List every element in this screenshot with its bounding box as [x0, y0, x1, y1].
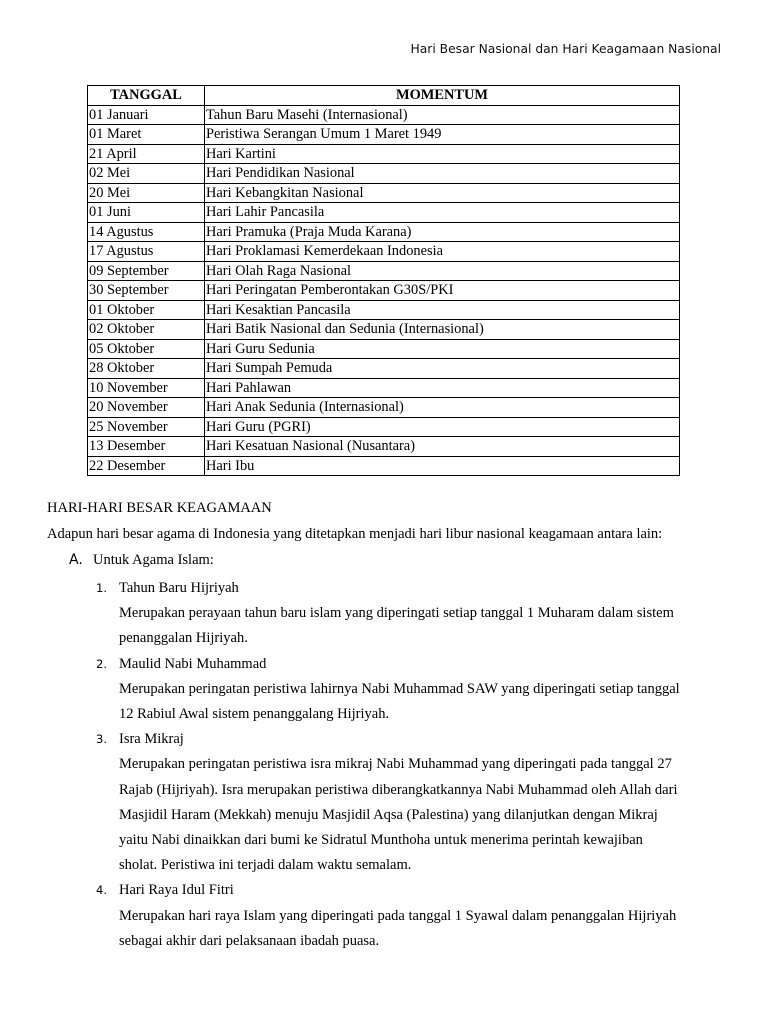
momentum-cell: Hari Sumpah Pemuda	[205, 359, 680, 379]
momentum-cell: Hari Pendidikan Nasional	[205, 164, 680, 184]
section-title: HARI-HARI BESAR KEAGAMAAN	[47, 500, 272, 516]
momentum-cell: Hari Kesaktian Pancasila	[205, 300, 680, 320]
list-item	[96, 652, 726, 728]
table-row	[88, 261, 680, 281]
table-row	[88, 437, 680, 457]
list-item-number: 2.	[96, 656, 107, 671]
list-item-title: Isra Mikraj	[119, 731, 184, 748]
date-cell: 13 Desember	[88, 437, 205, 457]
list-item-description-line: sebagai akhir dari pelaksanaan ibadah puasa.	[119, 932, 380, 949]
momentum-cell: Hari Pahlawan	[205, 378, 680, 398]
column-header-momentum: MOMENTUM	[205, 86, 680, 106]
date-cell: 20 November	[88, 398, 205, 418]
date-cell: 22 Desember	[88, 456, 205, 476]
date-cell: 01 Oktober	[88, 300, 205, 320]
column-header-tanggal: TANGGAL	[88, 86, 205, 106]
momentum-cell: Hari Guru Sedunia	[205, 339, 680, 359]
momentum-cell: Hari Proklamasi Kemerdekaan Indonesia	[205, 242, 680, 262]
momentum-cell: Hari Anak Sedunia (Internasional)	[205, 398, 680, 418]
table-row	[88, 359, 680, 379]
list-item-title-line	[96, 652, 726, 677]
list-item-title-line	[96, 878, 726, 903]
momentum-cell: Hari Kesatuan Nasional (Nusantara)	[205, 437, 680, 457]
date-cell: 14 Agustus	[88, 222, 205, 242]
table-row	[88, 144, 680, 164]
list-item-number: 1.	[96, 581, 107, 595]
table-row	[88, 398, 680, 418]
religious-holiday-list	[96, 576, 726, 954]
date-cell: 02 Oktober	[88, 320, 205, 340]
momentum-cell: Hari Peringatan Pemberontakan G30S/PKI	[205, 281, 680, 301]
table-row	[88, 339, 680, 359]
date-cell: 20 Mei	[88, 183, 205, 203]
table-row	[88, 300, 680, 320]
list-item-description-line: penanggalan Hijriyah.	[119, 630, 248, 647]
list-item-description-line: Merupakan perayaan tahun baru islam yang diperingati setiap tanggal 1 Muharam dalam sistem	[119, 605, 674, 622]
list-item-description-line: yaitu Nabi dinaikkan dari bumi ke Sidratul Munthoha untuk menerima perintah kewajiban	[119, 832, 643, 849]
list-item-title-line	[96, 727, 726, 752]
table-row	[88, 203, 680, 223]
table-row	[88, 183, 680, 203]
date-cell: 01 Maret	[88, 125, 205, 145]
table-row	[88, 105, 680, 125]
momentum-cell: Hari Pramuka (Praja Muda Karana)	[205, 222, 680, 242]
momentum-cell: Hari Lahir Pancasila	[205, 203, 680, 223]
list-item	[96, 576, 726, 652]
section-intro: Adapun hari besar agama di Indonesia yang ditetapkan menjadi hari libur nasional keagamaan antara lain:	[47, 526, 663, 542]
list-item-description-line: Merupakan peringatan peristiwa isra mikraj Nabi Muhammad yang diperingati pada tanggal 27	[119, 756, 672, 773]
list-item-description-line: 12 Rabiul Awal sistem penanggalang Hijriyah.	[119, 706, 390, 723]
date-cell: 25 November	[88, 417, 205, 437]
list-item-description-line: Merupakan hari raya Islam yang diperingati pada tanggal 1 Syawal dalam penanggalan Hijriyah	[119, 907, 677, 924]
table-row	[88, 417, 680, 437]
holiday-table	[87, 85, 680, 476]
list-item-description-line: Merupakan peringatan peristiwa lahirnya Nabi Muhammad SAW yang diperingati setiap tanggal	[119, 680, 680, 697]
list-item	[96, 727, 726, 878]
table-header-row	[88, 86, 680, 106]
page-header: Hari Besar Nasional dan Hari Keagamaan Nasional	[410, 42, 721, 56]
momentum-cell: Hari Batik Nasional dan Sedunia (Internasional)	[205, 320, 680, 340]
date-cell: 01 Januari	[88, 105, 205, 125]
table-body	[88, 105, 680, 476]
list-item-description-line: sholat. Peristiwa ini terjadi dalam waktu semalam.	[119, 857, 412, 874]
table-row	[88, 222, 680, 242]
sublist-title: Untuk Agama Islam:	[93, 552, 214, 568]
list-item-title-line	[96, 576, 726, 601]
table-row	[88, 242, 680, 262]
date-cell: 09 September	[88, 261, 205, 281]
date-cell: 01 Juni	[88, 203, 205, 223]
date-cell: 21 April	[88, 144, 205, 164]
list-item-description-line: Masjidil Haram (Mekkah) menuju Masjidil Aqsa (Palestina) yang dilanjutkan dengan Mikraj	[119, 806, 658, 823]
table-row	[88, 378, 680, 398]
date-cell: 30 September	[88, 281, 205, 301]
list-item	[96, 878, 726, 954]
table-row	[88, 164, 680, 184]
list-item-number: 3.	[96, 732, 107, 747]
date-cell: 10 November	[88, 378, 205, 398]
list-letter: A.	[69, 552, 83, 568]
list-item-title: Hari Raya Idul Fitri	[119, 882, 234, 899]
momentum-cell: Hari Olah Raga Nasional	[205, 261, 680, 281]
list-item-title: Maulid Nabi Muhammad	[119, 655, 267, 672]
momentum-cell: Hari Kartini	[205, 144, 680, 164]
date-cell: 05 Oktober	[88, 339, 205, 359]
date-cell: 02 Mei	[88, 164, 205, 184]
list-item-number: 4.	[96, 883, 107, 898]
momentum-cell: Hari Guru (PGRI)	[205, 417, 680, 437]
date-cell: 28 Oktober	[88, 359, 205, 379]
table-row	[88, 125, 680, 145]
list-item-title: Tahun Baru Hijriyah	[119, 580, 239, 596]
momentum-cell: Peristiwa Serangan Umum 1 Maret 1949	[205, 125, 680, 145]
momentum-cell: Hari Ibu	[205, 456, 680, 476]
momentum-cell: Hari Kebangkitan Nasional	[205, 183, 680, 203]
table-row	[88, 320, 680, 340]
table-row	[88, 456, 680, 476]
sublist-heading	[69, 552, 214, 569]
list-item-description-line: Rajab (Hijriyah). Isra merupakan peristiwa diberangkatkannya Nabi Muhammad oleh Allah dari	[119, 781, 678, 798]
date-cell: 17 Agustus	[88, 242, 205, 262]
table-row	[88, 281, 680, 301]
momentum-cell: Tahun Baru Masehi (Internasional)	[205, 105, 680, 125]
